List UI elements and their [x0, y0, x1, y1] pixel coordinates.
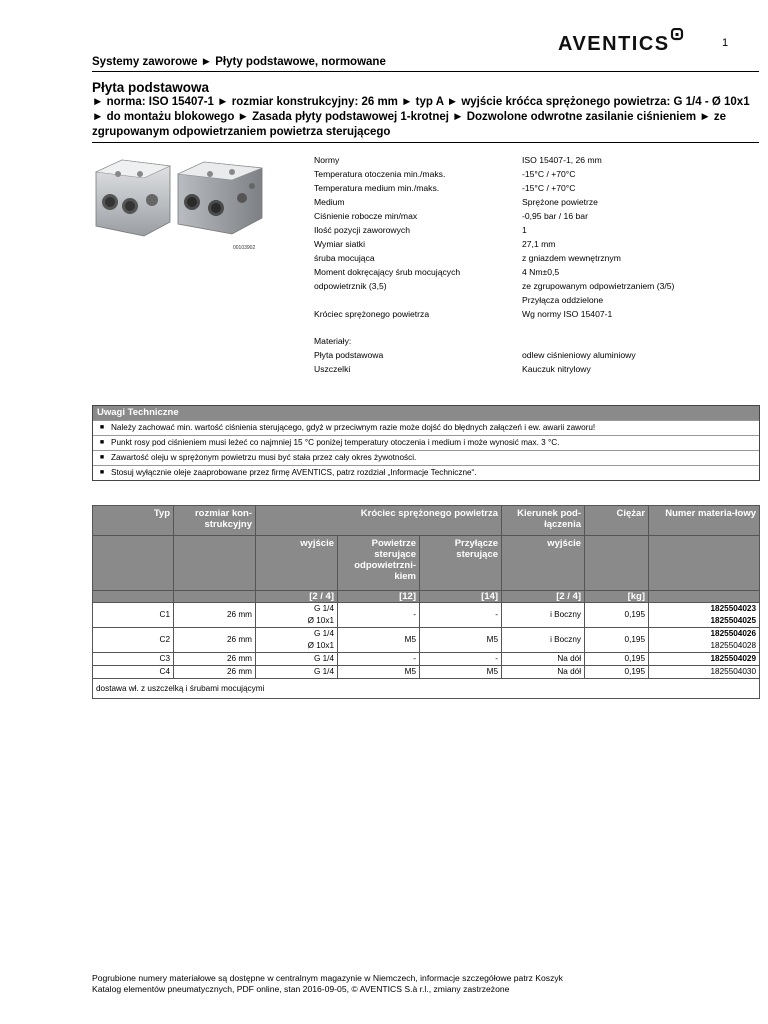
cell-pilot-exhaust: -	[338, 653, 420, 666]
cell-material-no: 1825504023	[649, 603, 760, 616]
bullet-icon: ■	[99, 469, 105, 476]
header-blank	[93, 591, 174, 603]
note-item	[93, 435, 759, 450]
spec-label: Ciśnienie robocze min/max	[314, 211, 418, 221]
spec-value: odlew ciśnieniowy aluminiowy	[522, 350, 636, 360]
spec-value: Przyłącza oddzielone	[522, 295, 604, 305]
base-plate-right-icon	[178, 162, 262, 234]
footer-line: Pogrubione numery materiałowe są dostępne w centralnym magazynie w Niemczech, informacje szczegółowe patrz Koszyk	[92, 973, 563, 983]
note-text: Punkt rosy pod ciśnieniem musi leżeć co najmniej 15 °C poniżej temperatury otoczenia i medium i może wynosić max. 3 °C.	[111, 438, 560, 447]
cell-size: 26 mm	[174, 603, 256, 628]
cell-direction: i Boczny	[502, 603, 585, 628]
cell-typ: C1	[93, 603, 174, 628]
cell-weight: 0,195	[585, 653, 649, 666]
note-item	[93, 450, 759, 465]
spec-row	[314, 362, 754, 376]
page-footer	[92, 973, 563, 995]
logo-mark-icon	[672, 29, 682, 39]
spec-row	[314, 265, 754, 279]
cell-material-no: 1825504025	[649, 615, 760, 628]
cell-outlet: G 1/4	[256, 603, 338, 616]
header-blank	[649, 591, 760, 603]
note-item	[93, 420, 759, 435]
spec-row	[314, 251, 754, 265]
spec-row	[314, 153, 754, 167]
spec-value: -15°C / +70°C	[522, 183, 576, 193]
spec-value: Sprężone powietrze	[522, 197, 598, 207]
spec-label: Moment dokręcający śrub mocujących	[314, 267, 461, 277]
spec-label: śruba mocująca	[314, 253, 375, 263]
spec-value: -15°C / +70°C	[522, 169, 576, 179]
cell-size: 26 mm	[174, 666, 256, 679]
page-title: Płyta podstawowa	[92, 80, 210, 95]
aventics-logo	[556, 28, 686, 54]
table-footnote-row	[93, 679, 760, 699]
spec-value: Wg normy ISO 15407-1	[522, 309, 613, 319]
header-port-group: Króciec sprężonego powietrza	[256, 506, 502, 536]
spec-row	[314, 293, 754, 307]
spec-value: ISO 15407-1, 26 mm	[522, 155, 602, 165]
svg-text:AVENTICS: AVENTICS	[558, 33, 670, 54]
spec-row	[314, 348, 754, 362]
table-row	[93, 653, 760, 666]
spec-label: Temperatura medium min./maks.	[314, 183, 440, 193]
cell-material-no: 1825504029	[649, 653, 760, 666]
page-number: 1	[722, 37, 729, 49]
product-table	[92, 505, 759, 699]
spec-label: Króciec sprężonego powietrza	[314, 309, 430, 319]
spec-row	[314, 307, 754, 321]
code-pilot-supply: [14]	[420, 591, 502, 603]
breadcrumb: Systemy zaworowe ► Płyty podstawowe, normowane	[92, 56, 386, 68]
spec-table	[314, 153, 754, 376]
spec-row	[314, 195, 754, 209]
spec-gap	[314, 321, 754, 334]
cell-typ: C3	[93, 653, 174, 666]
cell-typ: C4	[93, 666, 174, 679]
spec-value: Kauczuk nitrylowy	[522, 364, 591, 374]
cell-pilot-exhaust: M5	[338, 628, 420, 653]
product-subtitle: ► norma: ISO 15407-1 ► rozmiar konstrukcyjny: 26 mm ► typ A ► wyjście króćca sprężonego powietrza: G 1/4 - Ø 10x1 ► do montażu blokowego ► Zasada płyty podstawowej 1-krotnej ► Dozwolone odwrotne zasilanie ciśnieniem ► ze zgrupowanym odpowietrzaniem powietrza sterującego	[92, 96, 750, 138]
cell-size: 26 mm	[174, 653, 256, 666]
table-row	[93, 666, 760, 679]
image-code: 00103902	[233, 245, 256, 251]
technical-notes	[92, 405, 760, 481]
spec-label: Normy	[314, 155, 340, 165]
spec-row	[314, 223, 754, 237]
header-outlet: wyjście	[256, 536, 338, 591]
footer-line: Katalog elementów pneumatycznych, PDF online, stan 2016-09-05, © AVENTICS S.à r.l., zmiany zastrzeżone	[92, 984, 510, 994]
header-divider	[92, 71, 759, 72]
bullet-icon: ■	[99, 424, 105, 431]
table-row	[93, 628, 760, 641]
spec-row	[314, 237, 754, 251]
note-text: Stosuj wyłącznie oleje zaaprobowane przez firmę AVENTICS, patrz rozdział „Informacje Techniczne“.	[111, 468, 477, 477]
title-divider	[92, 142, 759, 143]
cell-pilot-supply: M5	[420, 628, 502, 653]
base-plate-left-icon	[96, 160, 170, 236]
header-size: rozmiar kon-strukcyjny	[174, 506, 256, 536]
header-blank	[174, 536, 256, 591]
cell-weight: 0,195	[585, 628, 649, 653]
cell-pilot-exhaust: M5	[338, 666, 420, 679]
cell-direction: Na dół	[502, 653, 585, 666]
note-text: Należy zachować min. wartość ciśnienia sterującego, gdyż w przeciwnym razie może dojść do błędnych załączeń i ew. awarii zaworu!	[111, 423, 596, 432]
table-footnote: dostawa wł. z uszczelką i śrubami mocującymi	[93, 679, 760, 699]
cell-outlet: G 1/4	[256, 628, 338, 641]
header-blank	[93, 536, 174, 591]
spec-row	[314, 279, 754, 293]
cell-direction: Na dół	[502, 666, 585, 679]
product-photo	[92, 152, 270, 244]
cell-size: 26 mm	[174, 628, 256, 653]
spec-value: -0,95 bar / 16 bar	[522, 211, 588, 221]
header-direction-outlet: wyjście	[502, 536, 585, 591]
cell-material-no: 1825504030	[649, 666, 760, 679]
code-weight: [kg]	[585, 591, 649, 603]
cell-pilot-supply: -	[420, 603, 502, 628]
header-blank	[585, 536, 649, 591]
code-direction: [2 / 4]	[502, 591, 585, 603]
cell-material-no: 1825504026	[649, 628, 760, 641]
spec-value: 1	[522, 225, 527, 235]
header-typ: Typ	[93, 506, 174, 536]
spec-value: 4 Nm±0,5	[522, 267, 560, 277]
cell-pilot-supply: -	[420, 653, 502, 666]
header-pilot-supply: Przyłącze sterujące	[420, 536, 502, 591]
cell-direction: i Boczny	[502, 628, 585, 653]
header-direction: Kierunek pod-łączenia	[502, 506, 585, 536]
cell-outlet: G 1/4	[256, 653, 338, 666]
spec-label: Uszczelki	[314, 364, 351, 374]
spec-label: odpowietrznik (3,5)	[314, 281, 387, 291]
code-pilot-exhaust: [12]	[338, 591, 420, 603]
cell-weight: 0,195	[585, 666, 649, 679]
header-blank	[649, 536, 760, 591]
spec-label: Płyta podstawowa	[314, 350, 384, 360]
spec-row	[314, 167, 754, 181]
cell-pilot-supply: M5	[420, 666, 502, 679]
cell-outlet: Ø 10x1	[256, 640, 338, 653]
bullet-icon: ■	[99, 454, 105, 461]
note-item	[93, 465, 759, 480]
table-row	[93, 603, 760, 616]
cell-outlet: G 1/4	[256, 666, 338, 679]
header-pilot-exhaust: Powietrze sterujące odpowietrzni-kiem	[338, 536, 420, 591]
spec-row	[314, 181, 754, 195]
header-blank	[174, 591, 256, 603]
cell-weight: 0,195	[585, 603, 649, 628]
cell-typ: C2	[93, 628, 174, 653]
bullet-icon: ■	[99, 439, 105, 446]
spec-label: Medium	[314, 197, 345, 207]
code-outlet: [2 / 4]	[256, 591, 338, 603]
cell-outlet: Ø 10x1	[256, 615, 338, 628]
spec-value: 27,1 mm	[522, 239, 556, 249]
spec-value: ze zgrupowanym odpowietrzaniem (3/5)	[522, 281, 675, 291]
spec-label: Ilość pozycji zaworowych	[314, 225, 410, 235]
materials-heading	[314, 334, 754, 348]
spec-value: z gniazdem wewnętrznym	[522, 253, 621, 263]
notes-header: Uwagi Techniczne	[93, 406, 759, 420]
note-text: Zawartość oleju w sprężonym powietrzu musi być stała przez cały okres żywotności.	[111, 453, 417, 462]
spec-label	[314, 293, 522, 307]
materials-heading-label: Materiały:	[314, 336, 352, 346]
header-weight: Ciężar	[585, 506, 649, 536]
cell-pilot-exhaust: -	[338, 603, 420, 628]
spec-label: Temperatura otoczenia min./maks.	[314, 169, 446, 179]
spec-label: Wymiar siatki	[314, 239, 366, 249]
spec-row	[314, 209, 754, 223]
header-material-no: Numer materia-łowy	[649, 506, 760, 536]
cell-material-no: 1825504028	[649, 640, 760, 653]
